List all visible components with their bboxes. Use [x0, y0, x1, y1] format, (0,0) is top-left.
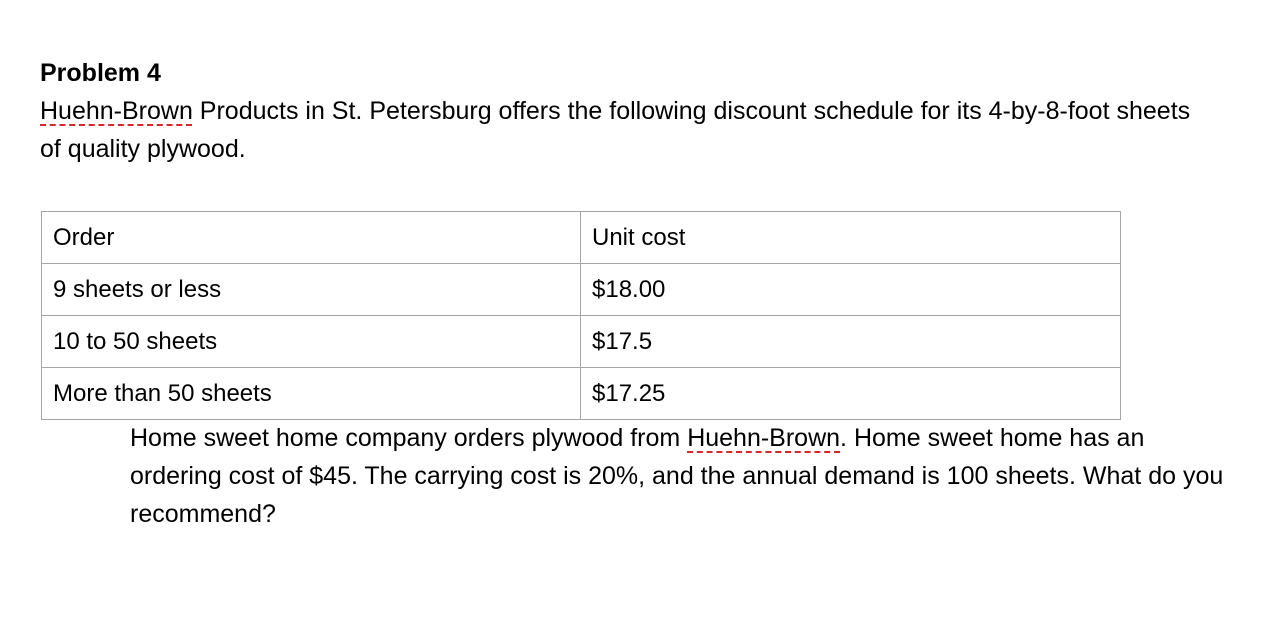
order-cell: 9 sheets or less [42, 264, 581, 316]
problem-question [130, 419, 1230, 533]
table-row [42, 316, 1121, 368]
company-name-spellcheck: Huehn-Brown [687, 424, 841, 452]
question-text-part1: Home sweet home company orders plywood from [130, 424, 688, 452]
table-row [42, 368, 1121, 420]
problem-title: Problem 4 [40, 59, 161, 87]
intro-text: Products in St. Petersburg offers the following discount schedule for its 4-by-8-foot sheets of quality plywood. [40, 97, 1191, 163]
header-unit-cost: Unit cost [581, 212, 1121, 264]
problem-intro [40, 92, 1200, 168]
unit-cost-cell: $17.5 [581, 316, 1121, 368]
table-row [42, 264, 1121, 316]
discount-schedule-table [41, 211, 1121, 420]
order-cell: 10 to 50 sheets [42, 316, 581, 368]
question-text-part2: . Home sweet home has an ordering cost of $45. The carrying cost is 20%, and the annual demand is 100 sheets. What do you recommend? [130, 424, 1224, 528]
order-cell: More than 50 sheets [42, 368, 581, 420]
table-header-row [42, 212, 1121, 264]
company-name-spellcheck: Huehn-Brown [40, 97, 193, 125]
unit-cost-cell: $18.00 [581, 264, 1121, 316]
header-order: Order [42, 212, 581, 264]
unit-cost-cell: $17.25 [581, 368, 1121, 420]
